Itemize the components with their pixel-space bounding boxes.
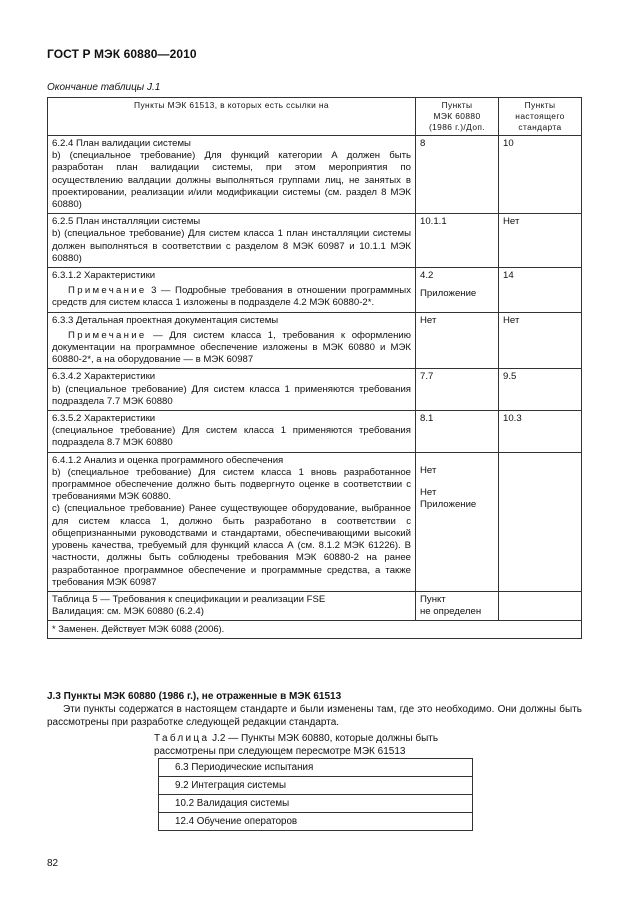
j2-item: 9.2 Интеграция системы (159, 777, 473, 795)
row-note (52, 330, 411, 367)
table-row (48, 369, 582, 411)
row-text: (специальное требование) Для систем класса 1 применяются требования подраздела 8.7 МЭК 60880 (52, 425, 411, 449)
table-j1 (47, 97, 582, 639)
j2-item: 10.2 Валидация системы (159, 795, 473, 813)
clause-value: Нет (420, 464, 437, 476)
row-text: b) (специальное требование) Для систем класса 1 вновь разработанное программное обеспечение должно быть подвергнуто оценке в соответствии с требованиями МЭК 60880. (52, 466, 411, 503)
header-col2-line: МЭК 60880 (433, 111, 481, 121)
j2-item: 6.3 Периодические испытания (159, 759, 473, 777)
note-label: Примечание (68, 285, 147, 297)
row-title: 6.3.1.2 Характеристики (52, 270, 156, 282)
row-iec60880-clause (416, 452, 499, 591)
table-row (159, 777, 473, 795)
document-header: ГОСТ Р МЭК 60880—2010 (47, 47, 197, 61)
row-standard-clause: 9.5 (499, 369, 582, 411)
table-footnote: * Заменен. Действует МЭК 6088 (2006). (48, 621, 582, 638)
caption-text: J.2 — Пункты МЭК 60880, которые должны быть рассмотрены при следующем пересмотре МЭК 61513 (154, 733, 439, 757)
header-col3-line: Пункты (524, 100, 556, 110)
clause-value: 4.2 (420, 270, 434, 282)
table-row (48, 452, 582, 591)
row-text: b) (специальное требование) Для систем класса 1 план инсталляции системы должен выполняться в соответствии с разделом 8 МЭК 60987 и 10.1.1 МЭК 60880) (52, 228, 411, 264)
row-iec60880-clause (416, 591, 499, 620)
row-standard-clause: 10 (499, 136, 582, 214)
row-iec60880-clause: 7.7 (416, 369, 499, 411)
row-text: b) (специальное требование) Для систем класса 1 применяются требования подраздела 7.7 МЭК 60880 (52, 383, 411, 407)
row-iec60880-clause: Нет (416, 312, 499, 369)
row-text: c) (специальное требование) Ранее существующее оборудование, выбранное для систем класса 1, должно быть разработано в соответствии с общепризнанными руководствами и стандартами, обеспечивающими высокий уровень качества, требуемый для функций класса А (см. 8.1.2 МЭК 61226). В частности, должны быть соблюдены требования МЭК 60880-2 на ранее разработанное программное обеспечение и программные средства, а также требования МЭК 60987 (52, 503, 411, 588)
clause-value: Пункт (420, 593, 446, 605)
row-requirement (48, 136, 416, 214)
row-standard-clause: Нет (499, 214, 582, 268)
header-col3 (499, 98, 582, 136)
row-requirement (48, 312, 416, 369)
table-row (48, 411, 582, 453)
header-col2-line: (1986 г.)/Доп. (428, 122, 486, 132)
row-standard-clause (499, 452, 582, 591)
row-requirement (48, 369, 416, 411)
table-j2-caption (154, 732, 476, 758)
row-note (52, 285, 411, 309)
row-title: 6.4.1.2 Анализ и оценка программного обеспечения (52, 454, 284, 466)
table-header-row (48, 98, 582, 136)
header-col3-line: настоящего (515, 111, 565, 121)
row-title: 6.2.5 План инсталляции системы (52, 216, 201, 228)
clause-value: Нет (420, 486, 437, 498)
row-title: 6.2.4 План валидации системы (52, 138, 191, 149)
table-caption: Окончание таблицы J.1 (47, 82, 161, 93)
section-body: Эти пункты содержатся в настоящем стандарте и были изменены там, где это необходимо. Они должны быть рассмотрены при разработке следующей редакции стандарта. (47, 704, 582, 728)
caption-label: Таблица (154, 733, 210, 744)
row-requirement (48, 214, 416, 268)
header-col3-line: стандарта (518, 122, 562, 132)
table-row (48, 136, 582, 214)
spacer (420, 477, 494, 487)
row-iec60880-clause (416, 268, 499, 313)
row-text: b) (специальное требование) Для функций категории А должен быть разработан план валидации системы, при этом мероприятия по осуществлению валдации должны выполняться группами лиц, не занятых в проектировании, реализации и/или модификации системы (см. раздел 8 МЭК 60880) (52, 150, 411, 211)
row-title: 6.3.3 Детальная проектная документация системы (52, 314, 279, 326)
row-text: Валидация: см. МЭК 60880 (6.2.4) (52, 606, 204, 618)
clause-value: не определен (420, 606, 482, 618)
table-footnote-row (48, 621, 582, 638)
row-standard-clause: 14 (499, 268, 582, 313)
clause-value: Приложение (420, 499, 477, 511)
row-requirement (48, 452, 416, 591)
row-standard-clause (499, 591, 582, 620)
row-title: 6.3.5.2 Характеристики (52, 413, 156, 425)
header-col2-line: Пункты (441, 100, 473, 110)
row-iec60880-clause: 10.1.1 (416, 214, 499, 268)
table-row (159, 813, 473, 831)
row-title: 6.3.4.2 Характеристики (52, 371, 156, 383)
note-text: — Для систем класса 1, требования к оформлению документации на программное обеспечение изложены в МЭК 60880 и МЭК 60880-2*, а на оборудование — в МЭК 60987 (52, 329, 411, 366)
row-iec60880-clause: 8.1 (416, 411, 499, 453)
clause-value: Приложение (420, 288, 477, 300)
table-row (48, 214, 582, 268)
row-standard-clause: Нет (499, 312, 582, 369)
note-text: 3 — Подробные требования в отношении программных средств для систем класса 1 изложены в подразделе 4.2 МЭК 60880-2*. (52, 285, 411, 309)
row-requirement (48, 591, 416, 620)
section-title: J.3 Пункты МЭК 60880 (1986 г.), не отраженные в МЭК 61513 (47, 691, 342, 702)
spacer (420, 455, 494, 465)
table-row (159, 759, 473, 777)
header-col2 (416, 98, 499, 136)
j2-item: 12.4 Обучение операторов (159, 813, 473, 831)
row-requirement (48, 411, 416, 453)
row-standard-clause: 10.3 (499, 411, 582, 453)
header-col1: Пункты МЭК 61513, в которых есть ссылки на (48, 98, 416, 136)
row-title: Таблица 5 — Требования к спецификации и реализации FSE (52, 593, 326, 605)
table-row (159, 795, 473, 813)
table-j2 (158, 758, 473, 831)
row-requirement (48, 268, 416, 313)
page-number: 82 (47, 858, 59, 869)
table-row (48, 591, 582, 620)
row-iec60880-clause: 8 (416, 136, 499, 214)
table-row (48, 312, 582, 369)
note-label: Примечание (68, 329, 147, 341)
table-row (48, 268, 582, 313)
